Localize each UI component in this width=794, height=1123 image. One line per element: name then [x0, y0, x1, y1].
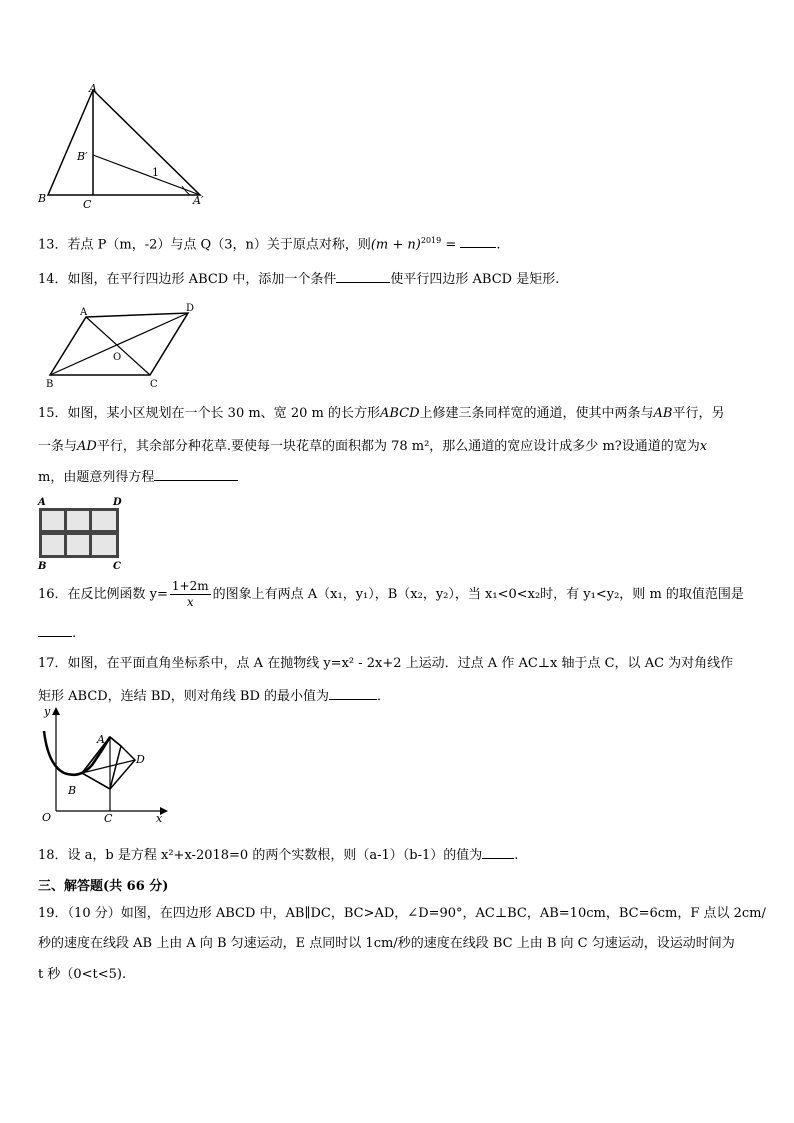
q14-text-a: 如图，在平行四边形 ABCD 中，添加一个条件 — [67, 272, 337, 287]
q18-end: . — [514, 848, 519, 863]
fig14-label-O: O — [113, 352, 122, 363]
question-14 — [38, 270, 559, 289]
fig17-label-x: x — [156, 812, 163, 825]
q13-text: 若点 P（m，-2）与点 Q（3，n）关于原点对称，则 — [67, 237, 371, 253]
q13-answer-blank[interactable] — [460, 235, 496, 248]
q13-exponent: 2019 — [420, 236, 442, 245]
fig15-label-A: A — [38, 497, 46, 508]
fig17-label-D: D — [136, 753, 145, 766]
q16-number: 16． — [38, 587, 68, 602]
q17-number: 17． — [38, 656, 68, 671]
question-16-answer-line — [38, 624, 76, 643]
q15-line1-c: 平行，另 — [672, 406, 725, 421]
question-19-line-3 — [38, 966, 126, 984]
q16-end: . — [72, 626, 77, 641]
fig12-angle-1: 1 — [152, 166, 159, 179]
q15-line1-b: 上修建三条同样宽的通道，使其中两条与 — [419, 406, 654, 421]
question-16 — [38, 578, 744, 612]
fig14-label-B: B — [46, 379, 54, 390]
fig12-label-B-prime: B′ — [77, 150, 88, 163]
q15-line1-abcd: ABCD — [379, 406, 420, 421]
q19-number: 19． — [38, 906, 68, 921]
fig14-label-A: A — [80, 307, 88, 318]
fig15-label-C: C — [113, 561, 121, 572]
q17-end: ． — [377, 689, 391, 704]
fig12-label-A-prime: A′ — [193, 194, 204, 207]
fig15-label-B: B — [38, 561, 47, 572]
q17-line2: 矩形 ABCD，连结 BD，则对角线 BD 的最小值为 — [38, 689, 330, 704]
fig14-label-C: C — [150, 379, 158, 390]
question-19-line-2 — [38, 935, 735, 953]
q18-number: 18． — [38, 848, 68, 863]
q19-line3: t 秒（0<t<5). — [38, 967, 127, 982]
q13-expression: (m + n) — [370, 237, 421, 253]
q15-answer-blank[interactable] — [154, 468, 238, 481]
q13-end: . — [496, 237, 501, 253]
fig12-triangle-diagram — [30, 80, 220, 215]
question-18 — [38, 846, 518, 865]
q15-number: 15． — [38, 406, 68, 421]
q16-answer-blank[interactable] — [38, 624, 72, 637]
q15-line2-x: x — [699, 439, 708, 454]
fig12-label-A: A — [89, 82, 97, 95]
fig17-coordinate-diagram — [36, 703, 176, 825]
q16-fraction-denominator: x — [186, 595, 194, 609]
q14-number: 14． — [38, 272, 68, 287]
q17-answer-blank[interactable] — [329, 687, 377, 700]
q15-line3: m，由题意列得方程 — [38, 470, 155, 485]
fig17-label-B: B — [68, 784, 77, 797]
fig14-label-D: D — [186, 303, 195, 314]
fig14-parallelogram-diagram — [40, 300, 210, 395]
q16-text-b: 的图象上有两点 A（x₁，y₁），B（x₂，y₂），当 x₁<0<x₂时，有 y₁<y₂，则 m 的取值范围是 — [212, 587, 744, 602]
fig17-label-O: O — [42, 811, 52, 824]
q14-text-b: 使平行四边形 ABCD 是矩形. — [390, 272, 560, 287]
q19-line1: （10 分）如图，在四边形 ABCD 中，AB∥DC，BC>AD，∠D=90°，AC⊥BC，AB=10cm，BC=6cm，F 点以 2cm/ — [67, 906, 766, 921]
q16-fraction-numerator: 1+2m — [171, 579, 209, 593]
q19-line2: 秒的速度在线段 AB 上由 A 向 B 匀速运动，E 点同时以 1cm/秒的速度在线段 BC 上由 B 向 C 匀速运动，设运动时间为 — [38, 936, 735, 951]
fig17-label-C: C — [104, 812, 113, 825]
question-15-line-3 — [38, 468, 238, 487]
question-13 — [38, 232, 501, 254]
fig12-label-B: B — [38, 192, 47, 205]
q18-text: 设 a，b 是方程 x²+x-2018=0 的两个实数根，则（a-1）（b-1）的值为 — [67, 848, 483, 863]
q17-line1: 如图，在平面直角坐标系中，点 A 在抛物线 y=x² - 2x+2 上运动．过点 A 作 AC⊥x 轴于点 C，以 AC 为对角线作 — [67, 656, 734, 671]
q16-text-a: 在反比例函数 y= — [67, 587, 168, 602]
section-3-heading: 三、解答题(共 66 分) — [38, 879, 169, 894]
q15-line1-a: 如图，某小区规划在一个长 30 m、宽 20 m 的长方形 — [67, 406, 380, 421]
q13-number: 13． — [38, 237, 68, 253]
question-17-line-1 — [38, 655, 733, 673]
question-15-line-2 — [38, 438, 707, 456]
fig15-label-D: D — [113, 497, 122, 508]
q14-answer-blank[interactable] — [336, 270, 390, 283]
fig15-rectangle-paths-diagram — [34, 494, 134, 572]
q18-answer-blank[interactable] — [482, 846, 514, 859]
q15-line1-ab: AB — [653, 406, 673, 421]
fig17-label-y: y — [44, 705, 51, 718]
fig12-label-C: C — [83, 198, 92, 211]
question-15-line-1 — [38, 405, 725, 423]
q15-line2-b: 平行，其余部分种花草.要使每一块花草的面积都为 78 m²，那么通道的宽应设计成多少 m?设通道的宽为 — [96, 439, 700, 454]
q16-fraction — [170, 579, 211, 610]
q13-equals: = — [441, 237, 461, 253]
fig17-label-A: A — [97, 733, 105, 746]
question-19-line-1 — [38, 905, 766, 923]
q15-line2-ad: AD — [77, 439, 97, 454]
q15-line2-a: 一条与 — [38, 439, 78, 454]
